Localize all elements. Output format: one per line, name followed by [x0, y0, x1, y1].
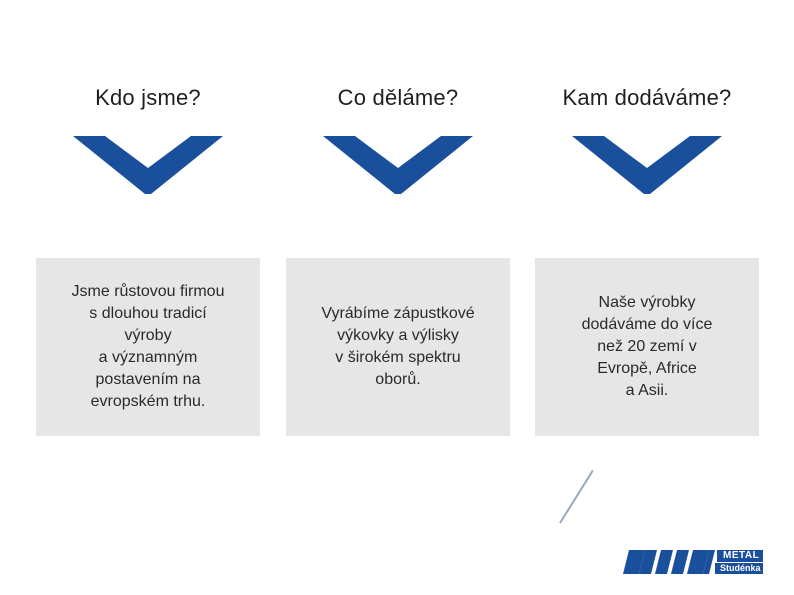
column-heading: Co děláme? — [337, 85, 459, 110]
info-box — [36, 258, 260, 436]
logo-text-studenka: Studénka — [720, 563, 761, 573]
chevron-down-icon — [572, 136, 722, 196]
column-heading: Kam dodáváme? — [562, 85, 732, 110]
chevron-down-icon — [73, 136, 223, 196]
info-box-text: Vyrábíme zápustkové výkovky a výlisky v širokém spektru oborů. — [321, 305, 475, 388]
mvm-metal-logo — [623, 544, 765, 580]
info-box — [535, 258, 759, 436]
logo-text-metal: METAL — [723, 550, 760, 561]
info-box-text: Jsme růstovou firmou s dlouhou tradicí výroby a významným postavením na evropském trhu. — [71, 283, 225, 410]
column-heading: Kdo jsme? — [95, 85, 201, 110]
info-box-text: Naše výrobky dodáváme do více než 20 zemí v Evropě, Africe a Asii. — [581, 294, 713, 399]
chevron-down-icon — [323, 136, 473, 196]
info-box — [286, 258, 510, 436]
footer-divider-line — [559, 470, 594, 524]
